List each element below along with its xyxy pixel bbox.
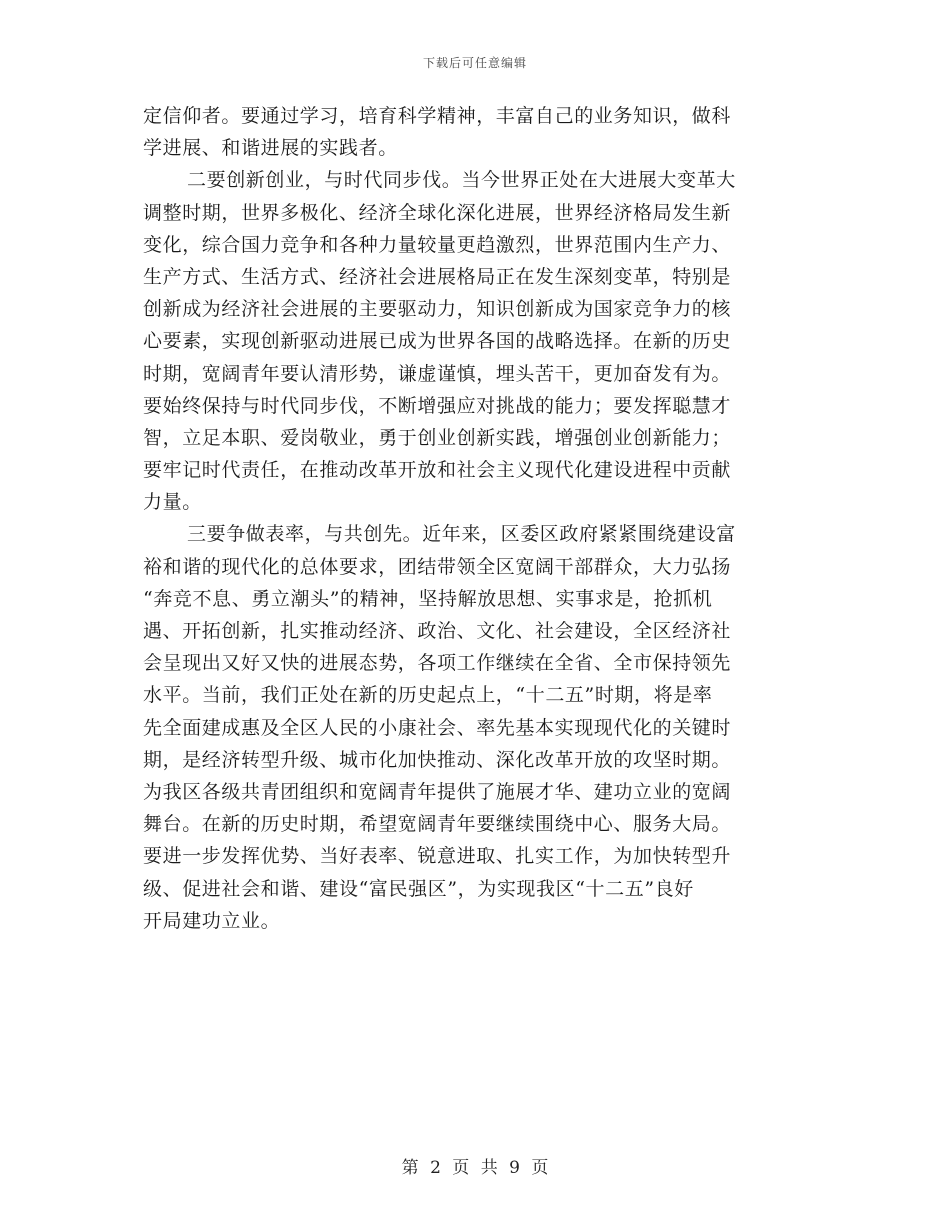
text-line: 舞台。在新的历史时期，希望宽阔青年要继续围绕中心、服务大局。 bbox=[143, 813, 732, 836]
text-line: 会呈现出又好又快的进展态势，各项工作继续在全省、全市保持领先 bbox=[143, 652, 732, 675]
text-line: 力量。 bbox=[143, 491, 202, 514]
text-line: “奔竞不息、勇立潮头”的精神，坚持解放思想、实事求是，抢抓机 bbox=[143, 587, 713, 610]
text-line: 生产方式、生活方式、经济社会进展格局正在发生深刻变革，特别是 bbox=[143, 265, 732, 288]
text-line: 裕和谐的现代化的总体要求，团结带领全区宽阔干部群众，大力弘扬 bbox=[143, 555, 732, 578]
text-line: 智，立足本职、爱岗敬业，勇于创业创新实践，增强创业创新能力； bbox=[143, 426, 732, 449]
page-header: 下载后可任意编辑 bbox=[422, 56, 527, 70]
text-line: 要进一步发挥优势、当好表率、锐意进取、扎实工作，为加快转型升 bbox=[143, 845, 732, 868]
text-line: 水平。当前，我们正处在新的历史起点上，“十二五”时期，将是率 bbox=[143, 684, 713, 707]
document-body bbox=[143, 100, 803, 937]
text-line: 学进展、和谐进展的实践者。 bbox=[143, 137, 398, 160]
text-line: 开局建功立业。 bbox=[143, 909, 281, 932]
text-line: 心要素，实现创新驱动进展已成为世界各国的战略选择。在新的历史 bbox=[143, 330, 732, 353]
text-line: 三要争做表率，与共创先。近年来，区委区政府紧紧围绕建设富 bbox=[187, 523, 736, 546]
text-line: 创新成为经济社会进展的主要驱动力，知识创新成为国家竞争力的核 bbox=[143, 298, 732, 321]
text-line: 先全面建成惠及全区人民的小康社会、率先基本实现现代化的关键时 bbox=[143, 716, 732, 739]
page-footer: 第 2 页 共 9 页 bbox=[401, 1158, 549, 1178]
text-line: 为我区各级共青团组织和宽阔青年提供了施展才华、建功立业的宽阔 bbox=[143, 780, 732, 803]
text-line: 要始终保持与时代同步伐，不断增强应对挑战的能力；要发挥聪慧才 bbox=[143, 394, 732, 417]
text-line: 时期，宽阔青年要认清形势，谦虚谨慎，埋头苦干，更加奋发有为。 bbox=[143, 362, 732, 385]
text-line: 二要创新创业，与时代同步伐。当今世界正处在大进展大变革大 bbox=[187, 169, 736, 192]
text-line: 调整时期，世界多极化、经济全球化深化进展，世界经济格局发生新 bbox=[143, 201, 732, 224]
text-line: 期，是经济转型升级、城市化加快推动、深化改革开放的攻坚时期。 bbox=[143, 748, 732, 771]
text-line: 定信仰者。要通过学习，培育科学精神，丰富自己的业务知识，做科 bbox=[143, 105, 732, 127]
text-line: 要牢记时代责任，在推动改革开放和社会主义现代化建设进程中贡献 bbox=[143, 459, 732, 482]
text-line: 遇、开拓创新，扎实推动经济、政治、文化、社会建设，全区经济社 bbox=[143, 620, 732, 642]
text-line: 变化，综合国力竞争和各种力量较量更趋激烈，世界范围内生产力、 bbox=[143, 233, 732, 256]
text-line: 级、促进社会和谐、建设“富民强区”，为实现我区“十二五”良好 bbox=[143, 877, 694, 900]
